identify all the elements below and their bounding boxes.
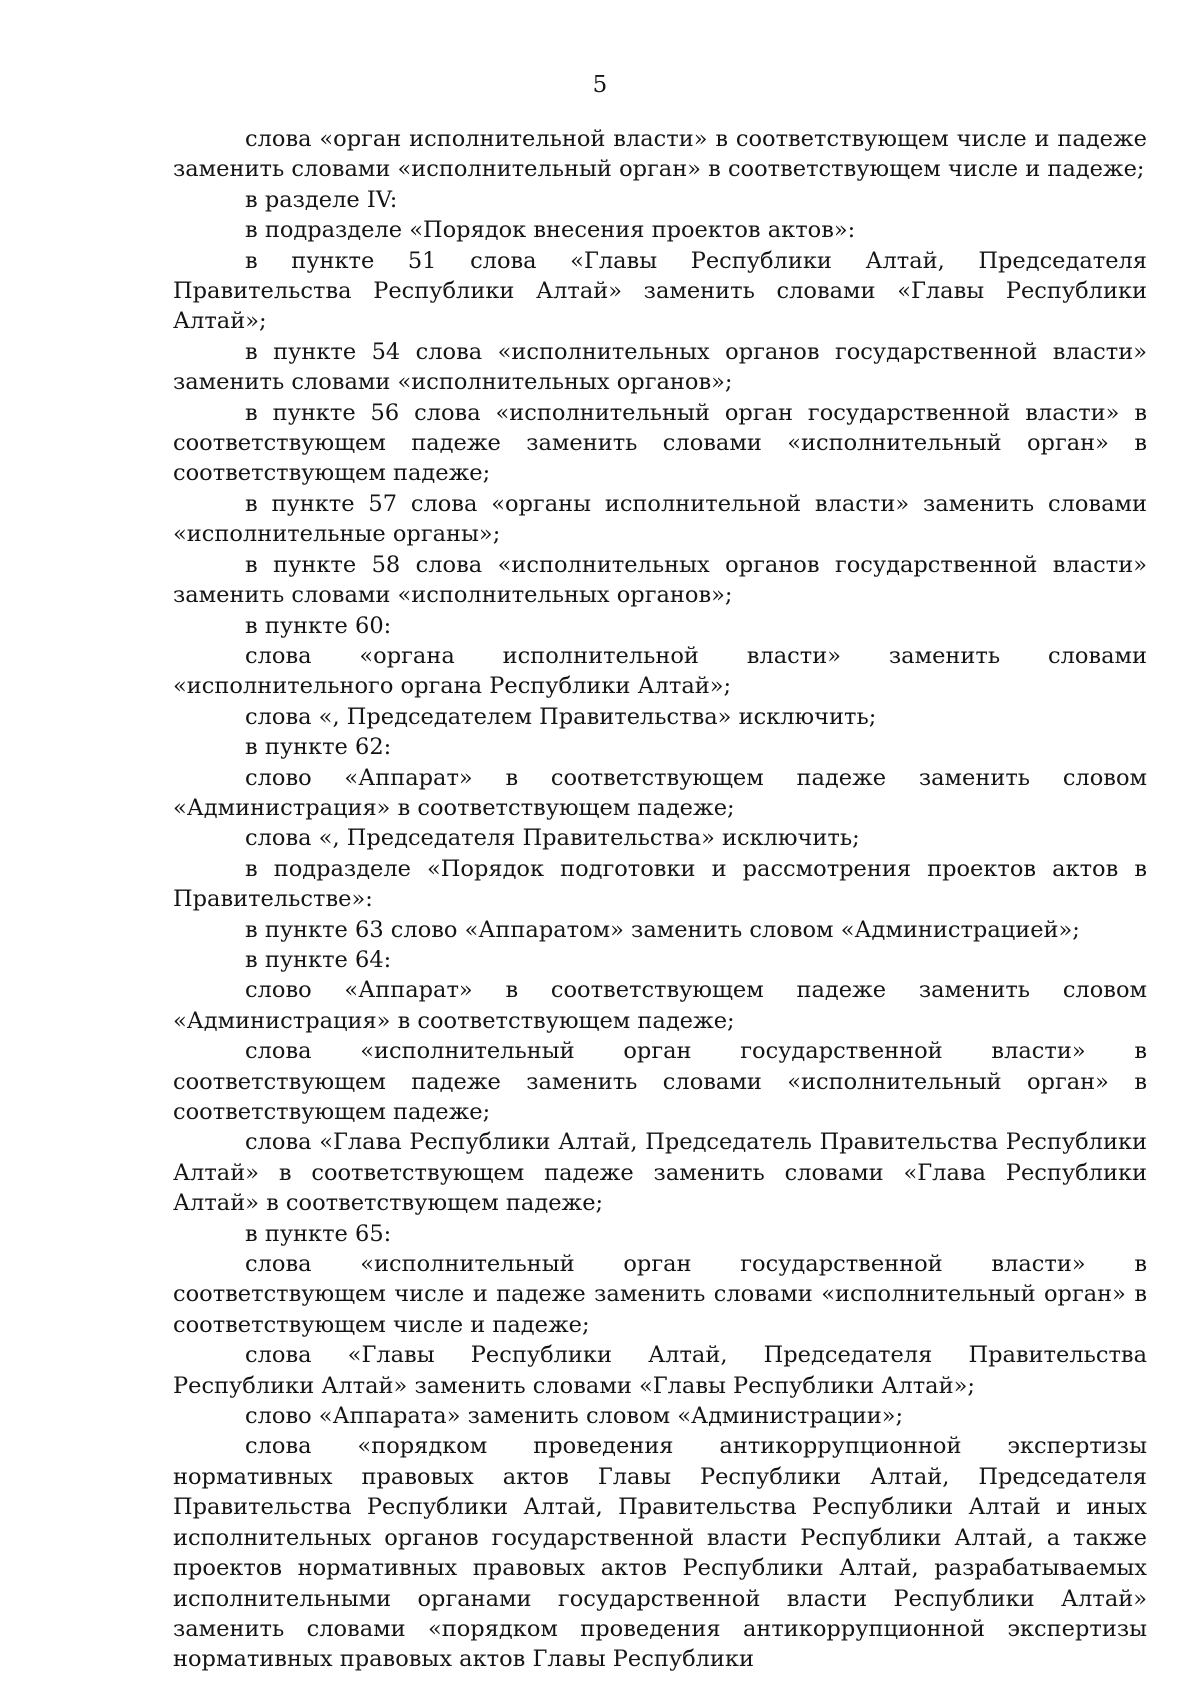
document-body bbox=[173, 124, 1147, 1675]
paragraph: слово «Аппарат» в соответствующем падеже заменить словом «Администрация» в соответствующем падеже; bbox=[173, 764, 1147, 821]
paragraph: в пункте 60: bbox=[245, 612, 392, 639]
paragraph: в пункте 64: bbox=[245, 946, 392, 973]
paragraph: в пункте 54 слова «исполнительных органов государственной власти» заменить словами «исполнительных органов»; bbox=[173, 338, 1147, 396]
paragraph: в пункте 51 слова «Главы Республики Алтай, Председателя Правительства Республики Алтай» заменить словами «Главы Республики Алтай»; bbox=[173, 247, 1147, 335]
paragraph: в пункте 63 слово «Аппаратом» заменить словом «Администрацией»; bbox=[245, 916, 1080, 943]
page-number: 5 bbox=[592, 72, 608, 98]
paragraph: в пункте 65: bbox=[245, 1220, 392, 1247]
paragraph: в разделе IV: bbox=[245, 186, 398, 213]
paragraph: в пункте 56 слова «исполнительный орган государственной власти» в соответствующем падеже заменить словами «исполнительный орган» в соответствующем падеже; bbox=[173, 399, 1147, 487]
paragraph: в пункте 57 слова «органы исполнительной власти» заменить словами «исполнительные органы»; bbox=[173, 490, 1147, 548]
paragraph: в подразделе «Порядок внесения проектов актов»: bbox=[245, 217, 856, 244]
paragraph: слова «Главы Республики Алтай, Председателя Правительства Республики Алтай» заменить словами «Главы Республики Алтай»; bbox=[173, 1342, 1147, 1399]
paragraph: слова «исполнительный орган государственной власти» в соответствующем падеже заменить словами «исполнительный орган» в соответствующем падеже; bbox=[173, 1038, 1147, 1125]
paragraph: слова «органа исполнительной власти» заменить словами «исполнительного органа Республики Алтай»; bbox=[173, 642, 1147, 700]
paragraph: слова «порядком проведения антикоррупционной экспертизы нормативных правовых актов Главы Республики Алтай, Председателя Правительства Республики Алтай, Правительства Республики Алтай и иных исполнительных органов государственной власти Республики Алтай, а также проектов нормативных правовых актов Республики Алтай, разрабатываемых исполнительными органами государственной власти Республики Алтай» заменить словами «порядком проведения антикоррупционной экспертизы нормативных правовых актов Главы Республики bbox=[173, 1433, 1147, 1673]
paragraph: слова «Глава Республики Алтай, Председатель Правительства Республики Алтай» в соответствующем падеже заменить словами «Глава Республики Алтай» в соответствующем падеже; bbox=[173, 1129, 1147, 1217]
paragraph: слова «, Председателя Правительства» исключить; bbox=[245, 825, 860, 852]
paragraph: в пункте 62: bbox=[245, 734, 392, 761]
paragraph: слова «, Председателем Правительства» исключить; bbox=[245, 703, 877, 730]
paragraph: слово «Аппарат» в соответствующем падеже заменить словом «Администрация» в соответствующем падеже; bbox=[173, 977, 1147, 1034]
paragraph: слова «исполнительный орган государственной власти» в соответствующем числе и падеже заменить словами «исполнительный орган» в соответствующем числе и падеже; bbox=[173, 1251, 1147, 1338]
paragraph: слова «орган исполнительной власти» в соответствующем числе и падеже заменить словами «исполнительный орган» в соответствующем числе и падеже; bbox=[173, 126, 1147, 183]
paragraph: в подразделе «Порядок подготовки и рассмотрения проектов актов в Правительстве»: bbox=[173, 855, 1147, 913]
paragraph: в пункте 58 слова «исполнительных органов государственной власти» заменить словами «исполнительных органов»; bbox=[173, 551, 1147, 609]
paragraph: слово «Аппарата» заменить словом «Администрации»; bbox=[245, 1403, 904, 1430]
